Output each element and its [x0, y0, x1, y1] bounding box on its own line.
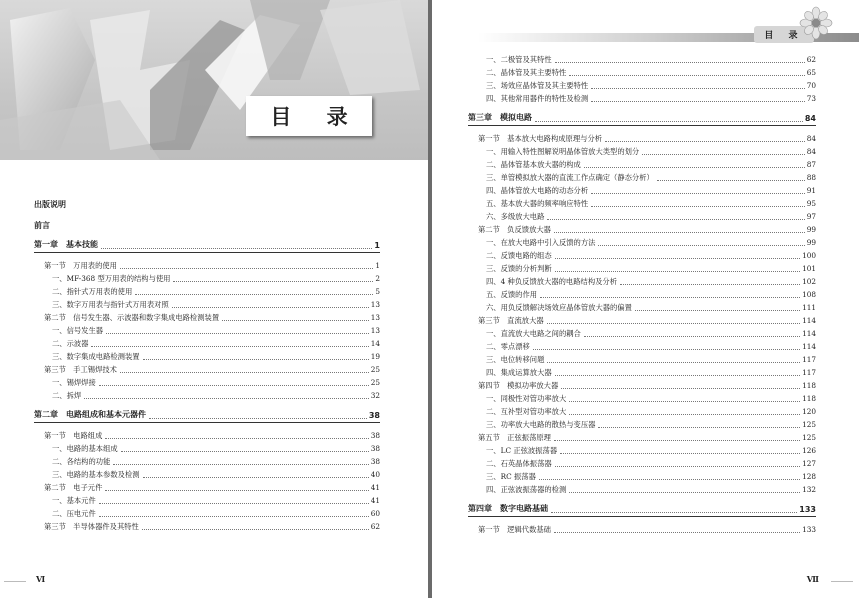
toc-subsection[interactable] [34, 468, 380, 481]
toc-subsection-page: 120 [802, 407, 816, 416]
header-decoration [0, 0, 428, 160]
dot-leader [555, 466, 800, 467]
dot-leader [113, 464, 368, 465]
front-matter-item[interactable] [34, 195, 380, 211]
toc-subsection-title: 二、石英晶体振荡器 [486, 459, 552, 468]
toc-left [34, 190, 380, 533]
toc-subsection[interactable] [468, 392, 816, 405]
toc-subsection[interactable] [468, 405, 816, 418]
toc-section[interactable] [468, 379, 816, 392]
toc-subsection[interactable] [34, 507, 380, 520]
toc-title-box [246, 96, 372, 136]
toc-subsection-title: 三、电路的基本参数及检测 [52, 470, 140, 479]
toc-chapter[interactable] [34, 408, 380, 423]
dot-leader [143, 359, 369, 360]
toc-section[interactable] [34, 481, 380, 494]
toc-section-title: 第二节 负反馈放大器 [478, 225, 551, 234]
toc-subsection-title: 四、集成运算放大器 [486, 368, 552, 377]
dot-leader [561, 388, 800, 389]
toc-subsection[interactable] [468, 418, 816, 431]
toc-subsection-title: 三、功率放大电路的散热与变压器 [486, 420, 596, 429]
toc-section-page: 125 [802, 433, 816, 442]
toc-subsection-title: 六、用负反馈解决场效应晶体管放大器的偏置 [486, 303, 632, 312]
toc-subsection-page: 13 [370, 300, 380, 309]
dot-leader [551, 512, 797, 513]
dot-leader [535, 121, 803, 122]
dot-leader [121, 451, 369, 452]
toc-section-title: 第一节 电路组成 [44, 431, 103, 440]
toc-subsection-title: 四、4 种负反馈放大器的电路结构及分析 [486, 277, 618, 286]
toc-subsection-page: 117 [802, 355, 816, 364]
toc-subsection-page: 99 [806, 238, 816, 247]
toc-section-title: 第三节 手工锡焊技术 [44, 365, 117, 374]
toc-section[interactable] [34, 311, 380, 324]
toc-subsection[interactable] [468, 262, 816, 275]
toc-section-page: 118 [802, 381, 816, 390]
dot-leader [569, 492, 800, 493]
dot-leader [149, 418, 367, 419]
toc-section[interactable] [468, 431, 816, 444]
toc-subsection-page: 108 [802, 290, 816, 299]
toc-section[interactable] [34, 259, 380, 272]
toc-subsection[interactable] [468, 79, 816, 92]
toc-subsection-page: 84 [806, 147, 816, 156]
toc-subsection[interactable] [34, 350, 380, 363]
toc-subsection[interactable] [468, 301, 816, 314]
toc-section[interactable] [468, 223, 816, 236]
toc-subsection-title: 二、互补型对管功率放大 [486, 407, 567, 416]
toc-chapter[interactable] [468, 502, 816, 517]
toc-subsection-page: 2 [375, 274, 380, 283]
toc-subsection-title: 一、直流放大电路之间的耦合 [486, 329, 581, 338]
toc-subsection-page: 132 [802, 485, 816, 494]
toc-section-page: 1 [375, 261, 380, 270]
dot-leader [591, 193, 805, 194]
dot-leader [584, 167, 805, 168]
dot-leader [142, 529, 369, 530]
toc-subsection-page: 127 [802, 459, 816, 468]
toc-subsection-title: 一、MF-368 型万用表的结构与使用 [52, 274, 171, 283]
toc-subsection-page: 5 [375, 287, 380, 296]
dot-leader [591, 206, 805, 207]
toc-subsection[interactable] [34, 376, 380, 389]
dot-leader [569, 414, 800, 415]
toc-section-page: 13 [370, 313, 380, 322]
toc-subsection-page: 38 [370, 457, 380, 466]
toc-section[interactable] [468, 132, 816, 145]
toc-subsection[interactable] [468, 470, 816, 483]
toc-subsection[interactable] [468, 444, 816, 457]
toc-subsection-page: 118 [802, 394, 816, 403]
toc-subsection-title: 四、其他常用器件的特性及检测 [486, 94, 589, 103]
toc-subsection[interactable] [468, 158, 816, 171]
toc-subsection-title: 一、二极管及其特性 [486, 55, 552, 64]
dot-leader [173, 281, 373, 282]
toc-section-page: 114 [802, 316, 816, 325]
toc-section-title: 第四节 模拟功率放大器 [478, 381, 559, 390]
toc-subsection-page: 125 [802, 420, 816, 429]
toc-subsection-page: 102 [802, 277, 816, 286]
toc-subsection[interactable] [34, 298, 380, 311]
dot-leader [540, 297, 800, 298]
dot-leader [657, 180, 805, 181]
toc-subsection[interactable] [34, 494, 380, 507]
toc-subsection-title: 三、反馈的分析判断 [486, 264, 552, 273]
toc-subsection-page: 128 [802, 472, 816, 481]
toc-subsection[interactable] [468, 171, 816, 184]
toc-subsection-page: 60 [370, 509, 380, 518]
toc-subsection-title: 二、指针式万用表的使用 [52, 287, 133, 296]
toc-subsection-page: 14 [370, 339, 380, 348]
toc-subsection[interactable] [468, 327, 816, 340]
toc-subsection-page: 100 [802, 251, 816, 260]
dot-leader [105, 490, 368, 491]
front-matter-item[interactable] [34, 216, 380, 232]
toc-subsection[interactable] [468, 236, 816, 249]
toc-subsection-page: 97 [806, 212, 816, 221]
toc-subsection-page: 111 [802, 303, 816, 312]
toc-subsection-page: 114 [802, 329, 816, 338]
toc-subsection-title: 二、反馈电路的组态 [486, 251, 552, 260]
dot-leader [91, 346, 368, 347]
dot-leader [635, 310, 800, 311]
toc-chapter-title: 第二章 电路组成和基本元器件 [34, 410, 146, 419]
toc-section[interactable] [34, 429, 380, 442]
toc-subsection[interactable] [468, 210, 816, 223]
toc-subsection[interactable] [468, 184, 816, 197]
dot-leader [143, 477, 369, 478]
toc-section-title: 第二节 信号发生器、示波器和数字集成电路检测装置 [44, 313, 220, 322]
dot-leader [84, 398, 369, 399]
abstract-letters-graphic [0, 0, 428, 160]
toc-section-title: 第三节 直流放大器 [478, 316, 544, 325]
toc-subsection-title: 一、用输入特性图解说明晶体管放大类型的划分 [486, 147, 640, 156]
toc-section-page: 133 [802, 525, 816, 534]
dot-leader [120, 372, 369, 373]
dot-leader [569, 401, 800, 402]
toc-chapter-title: 第四章 数字电路基础 [468, 504, 548, 513]
dot-leader [554, 440, 800, 441]
toc-section[interactable] [468, 314, 816, 327]
toc-subsection[interactable] [468, 483, 816, 496]
dot-leader [99, 503, 369, 504]
toc-section-title: 第一节 万用表的使用 [44, 261, 117, 270]
toc-subsection[interactable] [468, 340, 816, 353]
toc-section-title: 第五节 正弦振荡原理 [478, 433, 551, 442]
page-arrow-right [831, 581, 853, 582]
dot-leader [101, 248, 372, 249]
toc-subsection-title: 三、单管模拟放大器的直流工作点确定（静态分析） [486, 173, 654, 182]
toc-subsection[interactable] [34, 337, 380, 350]
dot-leader [591, 88, 805, 89]
toc-section[interactable] [34, 520, 380, 533]
toc-subsection-page: 19 [370, 352, 380, 361]
toc-chapter-page: 133 [799, 505, 816, 514]
toc-subsection-title: 一、电路的基本组成 [52, 444, 118, 453]
front-matter-title: 前言 [34, 221, 50, 230]
toc-chapter-page: 84 [804, 114, 816, 123]
toc-subsection-title: 一、基本元件 [52, 496, 96, 505]
toc-subsection-title: 五、基本放大器的频率响应特性 [486, 199, 589, 208]
toc-subsection[interactable] [34, 324, 380, 337]
toc-subsection-title: 二、拆焊 [52, 391, 82, 400]
toc-subsection[interactable] [468, 197, 816, 210]
toc-section[interactable] [34, 363, 380, 376]
dot-leader [547, 362, 800, 363]
dot-leader [222, 320, 369, 321]
toc-title: 目 录 [270, 105, 362, 129]
dot-leader [555, 375, 800, 376]
dot-leader [598, 245, 804, 246]
toc-subsection-page: 25 [370, 378, 380, 387]
toc-subsection-page: 38 [370, 444, 380, 453]
toc-subsection-page: 95 [806, 199, 816, 208]
dot-leader [120, 268, 373, 269]
toc-subsection[interactable] [34, 442, 380, 455]
toc-subsection-title: 六、多级放大电路 [486, 212, 545, 221]
toc-subsection-page: 101 [802, 264, 816, 273]
toc-section-title: 第三节 半导体器件及其特性 [44, 522, 139, 531]
dot-leader [106, 333, 369, 334]
toc-section[interactable] [468, 523, 816, 536]
toc-subsection[interactable] [34, 272, 380, 285]
toc-subsection-page: 73 [806, 94, 816, 103]
toc-subsection-page: 62 [806, 55, 816, 64]
page-number-left: Ⅵ [36, 574, 46, 584]
toc-subsection[interactable] [468, 53, 816, 66]
toc-section-title: 第二节 电子元件 [44, 483, 103, 492]
dot-leader [99, 516, 369, 517]
dot-leader [547, 219, 804, 220]
toc-subsection-page: 114 [802, 342, 816, 351]
toc-subsection-title: 一、在放大电路中引入反馈的方法 [486, 238, 596, 247]
toc-subsection-title: 二、压电元件 [52, 509, 96, 518]
toc-chapter-title: 第三章 模拟电路 [468, 113, 532, 122]
running-header [432, 0, 859, 44]
toc-subsection[interactable] [468, 66, 816, 79]
dot-leader [569, 75, 804, 76]
dot-leader [642, 154, 804, 155]
toc-chapter-page: 1 [374, 241, 380, 250]
dot-leader [555, 62, 805, 63]
right-page [432, 0, 859, 598]
dot-leader [172, 307, 369, 308]
toc-subsection-title: 三、RC 振荡器 [486, 472, 536, 481]
toc-subsection-page: 126 [802, 446, 816, 455]
header-tab: 目 录 [754, 26, 814, 43]
toc-subsection[interactable] [34, 455, 380, 468]
page-number-right: Ⅶ [806, 574, 819, 584]
toc-subsection-title: 三、电位转移问题 [486, 355, 545, 364]
left-page [0, 0, 428, 598]
toc-subsection[interactable] [34, 389, 380, 402]
toc-chapter-title: 第一章 基本技能 [34, 240, 98, 249]
dot-leader [560, 453, 800, 454]
toc-subsection-page: 65 [806, 68, 816, 77]
toc-subsection-title: 一、LC 正弦波振荡器 [486, 446, 558, 455]
toc-section-title: 第一节 逻辑代数基础 [478, 525, 551, 534]
toc-subsection-title: 一、锡焊焊接 [52, 378, 96, 387]
toc-subsection-page: 13 [370, 326, 380, 335]
toc-section-page: 38 [370, 431, 380, 440]
toc-subsection-page: 32 [370, 391, 380, 400]
dot-leader [554, 532, 800, 533]
toc-subsection-page: 91 [806, 186, 816, 195]
toc-subsection-title: 二、零点漂移 [486, 342, 530, 351]
toc-subsection[interactable] [468, 366, 816, 379]
toc-subsection-title: 四、晶体管放大电路的动态分析 [486, 186, 589, 195]
toc-subsection-title: 二、示波器 [52, 339, 89, 348]
dot-leader [584, 336, 800, 337]
dot-leader [135, 294, 373, 295]
toc-subsection[interactable] [468, 353, 816, 366]
toc-subsection[interactable] [468, 145, 816, 158]
toc-subsection-title: 一、同极性对管功率放大 [486, 394, 567, 403]
toc-subsection[interactable] [34, 285, 380, 298]
toc-subsection-title: 三、数字万用表与指针式万用表对照 [52, 300, 169, 309]
toc-subsection[interactable] [468, 275, 816, 288]
toc-subsection-page: 40 [370, 470, 380, 479]
toc-subsection-title: 二、晶体管及其主要特性 [486, 68, 567, 77]
toc-subsection-title: 五、反馈的作用 [486, 290, 538, 299]
toc-subsection[interactable] [468, 249, 816, 262]
dot-leader [598, 427, 800, 428]
toc-subsection-page: 70 [806, 81, 816, 90]
toc-section-page: 62 [370, 522, 380, 531]
toc-subsection-title: 三、场效应晶体管及其主要特性 [486, 81, 589, 90]
dot-leader [555, 258, 800, 259]
toc-subsection-page: 87 [806, 160, 816, 169]
dot-leader [547, 323, 800, 324]
dot-leader [533, 349, 800, 350]
dot-leader [105, 438, 368, 439]
dot-leader [99, 385, 369, 386]
toc-section-page: 41 [370, 483, 380, 492]
toc-subsection-page: 41 [370, 496, 380, 505]
dot-leader [554, 232, 805, 233]
toc-subsection-title: 一、信号发生器 [52, 326, 104, 335]
toc-chapter[interactable] [34, 238, 380, 253]
toc-subsection-title: 四、正弦波振荡器的检测 [486, 485, 567, 494]
front-matter-title: 出版说明 [34, 200, 66, 209]
dot-leader [555, 271, 800, 272]
dot-leader [620, 284, 800, 285]
toc-chapter-page: 38 [368, 411, 380, 420]
toc-chapter[interactable] [468, 111, 816, 126]
dot-leader [591, 101, 805, 102]
toc-subsection[interactable] [468, 457, 816, 470]
dot-leader [605, 141, 805, 142]
flower-icon [799, 6, 833, 40]
page-arrow-left [4, 581, 26, 582]
toc-right [468, 53, 816, 536]
toc-section-page: 99 [806, 225, 816, 234]
toc-subsection-page: 117 [802, 368, 816, 377]
toc-subsection[interactable] [468, 288, 816, 301]
toc-section-page: 25 [370, 365, 380, 374]
dot-leader [539, 479, 800, 480]
toc-subsection-title: 二、各结构的功能 [52, 457, 111, 466]
toc-subsection-title: 三、数字集成电路检测装置 [52, 352, 140, 361]
toc-subsection-page: 88 [806, 173, 816, 182]
toc-subsection-title: 二、晶体管基本放大器的构成 [486, 160, 581, 169]
toc-section-page: 84 [806, 134, 816, 143]
toc-section-title: 第一节 基本放大电路构成原理与分析 [478, 134, 603, 143]
toc-subsection[interactable] [468, 92, 816, 105]
